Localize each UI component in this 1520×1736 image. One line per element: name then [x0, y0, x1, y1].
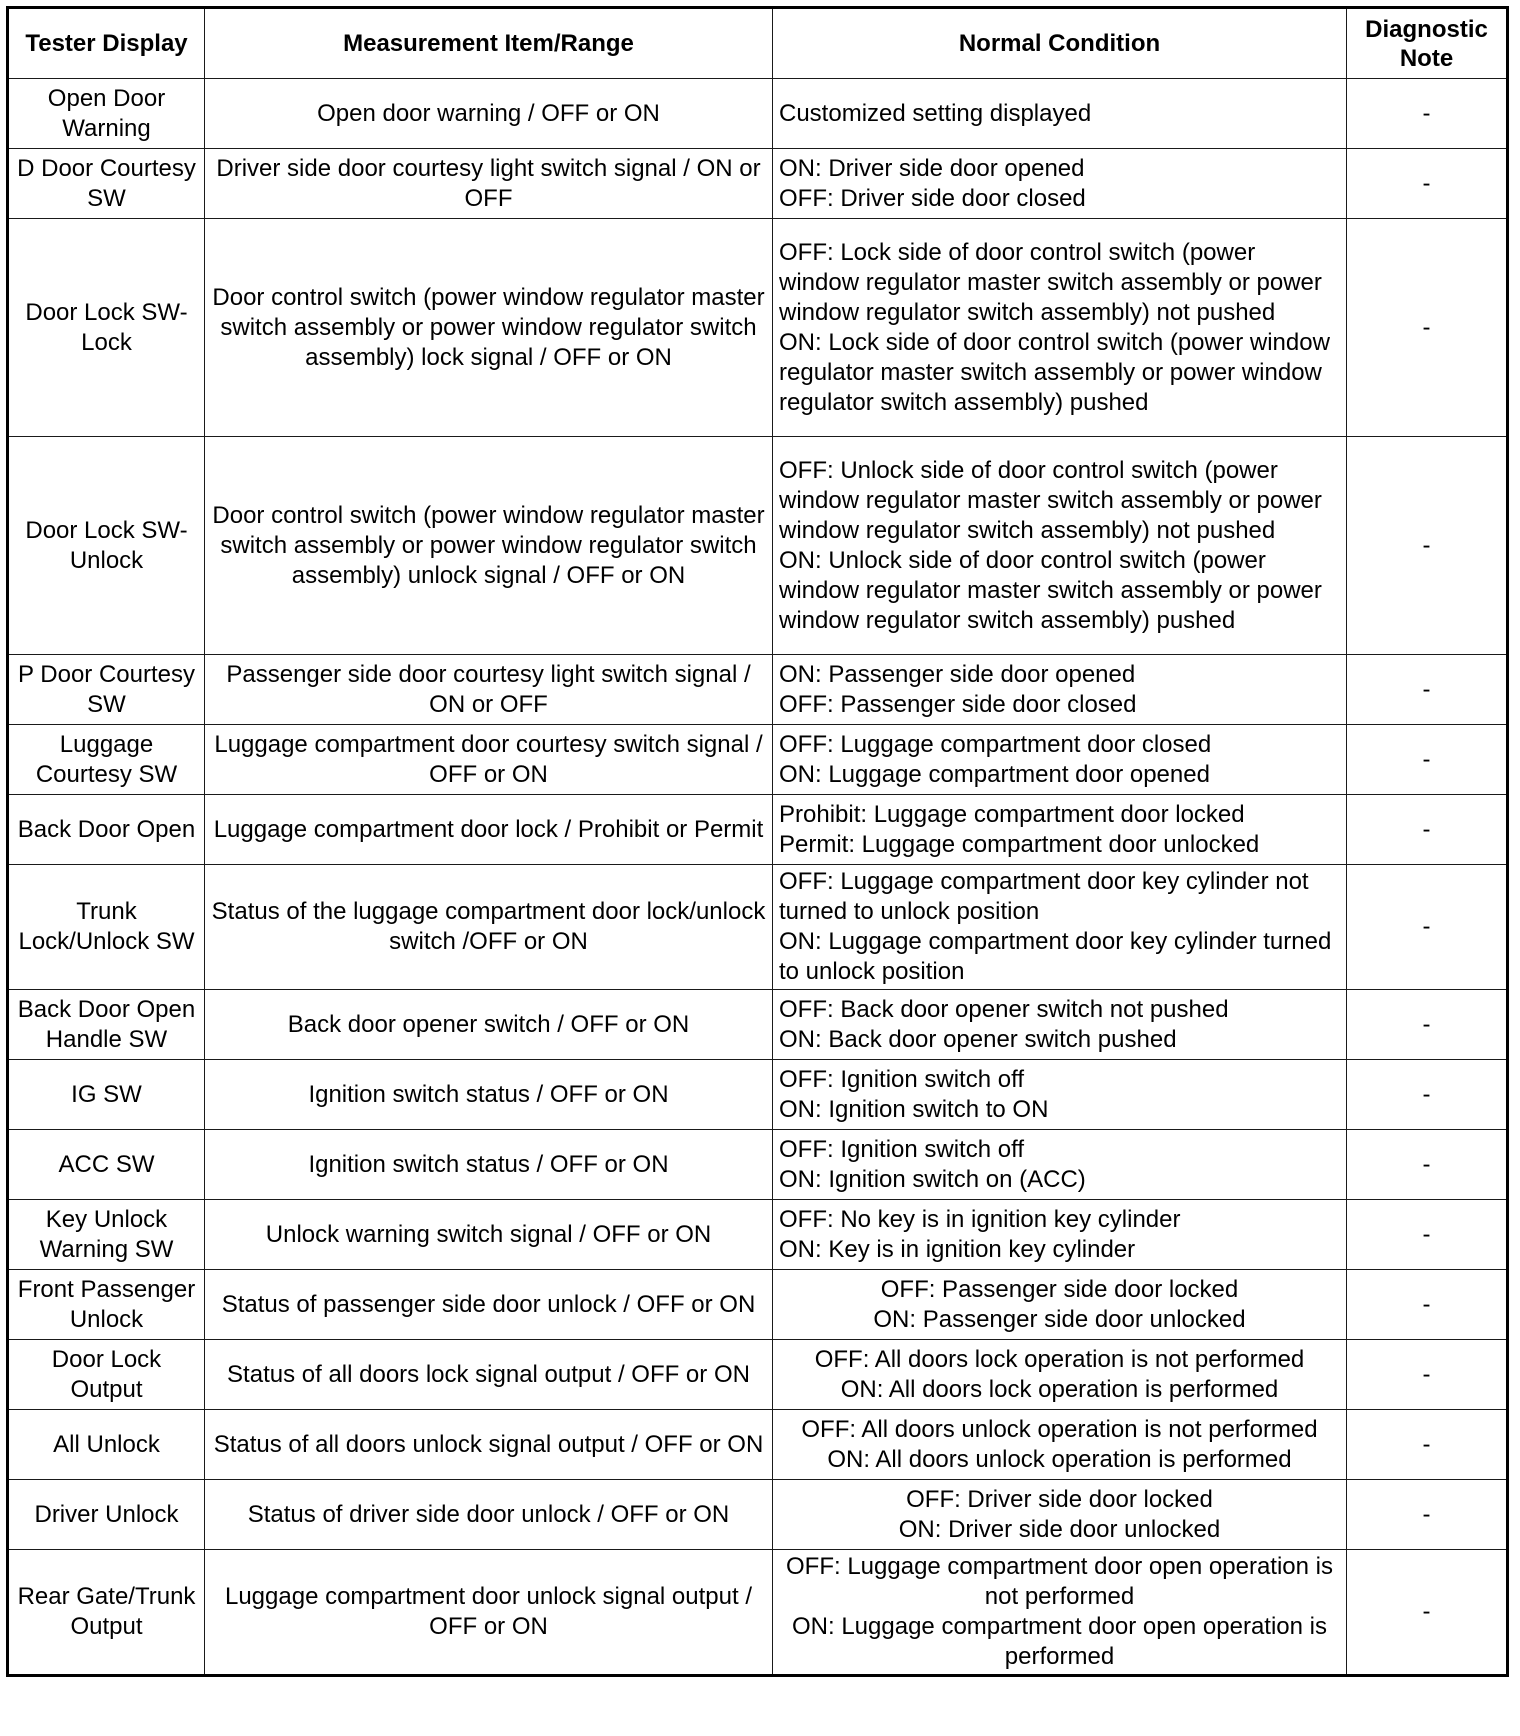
- normal-condition-cell: OFF: Luggage compartment door closed ON: Luggage compartment door opened: [773, 725, 1347, 795]
- table-row: [8, 1410, 1508, 1480]
- tester-display-cell: Driver Unlock: [8, 1480, 205, 1550]
- data-list-table-container: [6, 6, 1509, 1677]
- table-row: [8, 990, 1508, 1060]
- tester-display-cell: P Door Courtesy SW: [8, 655, 205, 725]
- normal-condition-cell: OFF: No key is in ignition key cylinder ON: Key is in ignition key cylinder: [773, 1200, 1347, 1270]
- measurement-range-cell: Door control switch (power window regulator master switch assembly or power window regulator switch assembly) lock signal / OFF or ON: [205, 219, 773, 437]
- tester-display-cell: All Unlock: [8, 1410, 205, 1480]
- normal-condition-cell: ON: Passenger side door opened OFF: Passenger side door closed: [773, 655, 1347, 725]
- normal-condition-cell: OFF: Luggage compartment door key cylinder not turned to unlock position ON: Luggage compartment door key cylinder turned to unlock position: [773, 865, 1347, 990]
- normal-condition-cell: OFF: Ignition switch off ON: Ignition switch to ON: [773, 1060, 1347, 1130]
- normal-condition-cell: Prohibit: Luggage compartment door locked Permit: Luggage compartment door unlocked: [773, 795, 1347, 865]
- diagnostic-note-cell: -: [1347, 149, 1508, 219]
- normal-condition-cell: ON: Driver side door opened OFF: Driver side door closed: [773, 149, 1347, 219]
- tester-display-cell: Rear Gate/Trunk Output: [8, 1550, 205, 1676]
- tester-display-cell: Luggage Courtesy SW: [8, 725, 205, 795]
- table-row: [8, 437, 1508, 655]
- tester-display-cell: Back Door Open Handle SW: [8, 990, 205, 1060]
- tester-display-cell: Door Lock SW-Unlock: [8, 437, 205, 655]
- normal-condition-cell: OFF: Lock side of door control switch (power window regulator master switch assembly or power window regulator switch assembly) not pushed ON: Lock side of door control switch (power window regulator master switch assembly or power window regulator switch assembly) pushed: [773, 219, 1347, 437]
- table-header-row: [8, 8, 1508, 79]
- table-row: [8, 219, 1508, 437]
- measurement-range-cell: Luggage compartment door lock / Prohibit or Permit: [205, 795, 773, 865]
- measurement-range-cell: Ignition switch status / OFF or ON: [205, 1060, 773, 1130]
- tester-display-cell: IG SW: [8, 1060, 205, 1130]
- measurement-range-cell: Door control switch (power window regulator master switch assembly or power window regulator switch assembly) unlock signal / OFF or ON: [205, 437, 773, 655]
- tester-display-cell: Open Door Warning: [8, 79, 205, 149]
- normal-condition-cell: OFF: Unlock side of door control switch (power window regulator master switch assembly or power window regulator switch assembly) not pushed ON: Unlock side of door control switch (power window regulator master switch assembly or power window regulator switch assembly) pushed: [773, 437, 1347, 655]
- normal-condition-cell: OFF: Driver side door locked ON: Driver side door unlocked: [773, 1480, 1347, 1550]
- measurement-range-cell: Status of all doors lock signal output / OFF or ON: [205, 1340, 773, 1410]
- normal-condition-cell: OFF: Back door opener switch not pushed ON: Back door opener switch pushed: [773, 990, 1347, 1060]
- table-row: [8, 795, 1508, 865]
- measurement-range-cell: Open door warning / OFF or ON: [205, 79, 773, 149]
- table-row: [8, 655, 1508, 725]
- measurement-range-cell: Status of passenger side door unlock / OFF or ON: [205, 1270, 773, 1340]
- diagnostic-note-cell: -: [1347, 1060, 1508, 1130]
- data-list-table: [6, 6, 1509, 1677]
- diagnostic-note-cell: -: [1347, 1480, 1508, 1550]
- table-row: [8, 865, 1508, 990]
- measurement-range-cell: Passenger side door courtesy light switch signal / ON or OFF: [205, 655, 773, 725]
- tester-display-cell: Back Door Open: [8, 795, 205, 865]
- measurement-range-cell: Luggage compartment door unlock signal output / OFF or ON: [205, 1550, 773, 1676]
- diagnostic-note-cell: -: [1347, 79, 1508, 149]
- measurement-range-cell: Status of driver side door unlock / OFF or ON: [205, 1480, 773, 1550]
- tester-display-cell: Trunk Lock/Unlock SW: [8, 865, 205, 990]
- table-row: [8, 1480, 1508, 1550]
- diagnostic-note-cell: -: [1347, 865, 1508, 990]
- table-row: [8, 725, 1508, 795]
- header-diagnostic-note: Diagnostic Note: [1347, 8, 1508, 79]
- table-row: [8, 1550, 1508, 1676]
- normal-condition-cell: Customized setting displayed: [773, 79, 1347, 149]
- tester-display-cell: D Door Courtesy SW: [8, 149, 205, 219]
- diagnostic-note-cell: -: [1347, 1200, 1508, 1270]
- diagnostic-note-cell: -: [1347, 1410, 1508, 1480]
- table-row: [8, 1060, 1508, 1130]
- normal-condition-cell: OFF: Luggage compartment door open operation is not performed ON: Luggage compartment door open operation is performed: [773, 1550, 1347, 1676]
- diagnostic-note-cell: -: [1347, 219, 1508, 437]
- diagnostic-note-cell: -: [1347, 1340, 1508, 1410]
- tester-display-cell: Door Lock Output: [8, 1340, 205, 1410]
- header-tester-display: Tester Display: [8, 8, 205, 79]
- normal-condition-cell: OFF: Ignition switch off ON: Ignition switch on (ACC): [773, 1130, 1347, 1200]
- diagnostic-note-cell: -: [1347, 655, 1508, 725]
- measurement-range-cell: Ignition switch status / OFF or ON: [205, 1130, 773, 1200]
- table-row: [8, 1200, 1508, 1270]
- measurement-range-cell: Unlock warning switch signal / OFF or ON: [205, 1200, 773, 1270]
- normal-condition-cell: OFF: Passenger side door locked ON: Passenger side door unlocked: [773, 1270, 1347, 1340]
- normal-condition-cell: OFF: All doors unlock operation is not performed ON: All doors unlock operation is performed: [773, 1410, 1347, 1480]
- measurement-range-cell: Status of the luggage compartment door lock/unlock switch /OFF or ON: [205, 865, 773, 990]
- table-row: [8, 149, 1508, 219]
- table-row: [8, 1270, 1508, 1340]
- diagnostic-note-cell: -: [1347, 1270, 1508, 1340]
- header-normal-condition: Normal Condition: [773, 8, 1347, 79]
- table-row: [8, 1130, 1508, 1200]
- diagnostic-note-cell: -: [1347, 725, 1508, 795]
- measurement-range-cell: Luggage compartment door courtesy switch signal / OFF or ON: [205, 725, 773, 795]
- measurement-range-cell: Back door opener switch / OFF or ON: [205, 990, 773, 1060]
- table-row: [8, 1340, 1508, 1410]
- diagnostic-note-cell: -: [1347, 437, 1508, 655]
- diagnostic-note-cell: -: [1347, 1130, 1508, 1200]
- diagnostic-note-cell: -: [1347, 795, 1508, 865]
- header-measurement-item: Measurement Item/Range: [205, 8, 773, 79]
- tester-display-cell: Front Passenger Unlock: [8, 1270, 205, 1340]
- measurement-range-cell: Status of all doors unlock signal output / OFF or ON: [205, 1410, 773, 1480]
- tester-display-cell: Door Lock SW-Lock: [8, 219, 205, 437]
- tester-display-cell: Key Unlock Warning SW: [8, 1200, 205, 1270]
- diagnostic-note-cell: -: [1347, 990, 1508, 1060]
- table-row: [8, 79, 1508, 149]
- measurement-range-cell: Driver side door courtesy light switch signal / ON or OFF: [205, 149, 773, 219]
- diagnostic-note-cell: -: [1347, 1550, 1508, 1676]
- normal-condition-cell: OFF: All doors lock operation is not performed ON: All doors lock operation is performed: [773, 1340, 1347, 1410]
- tester-display-cell: ACC SW: [8, 1130, 205, 1200]
